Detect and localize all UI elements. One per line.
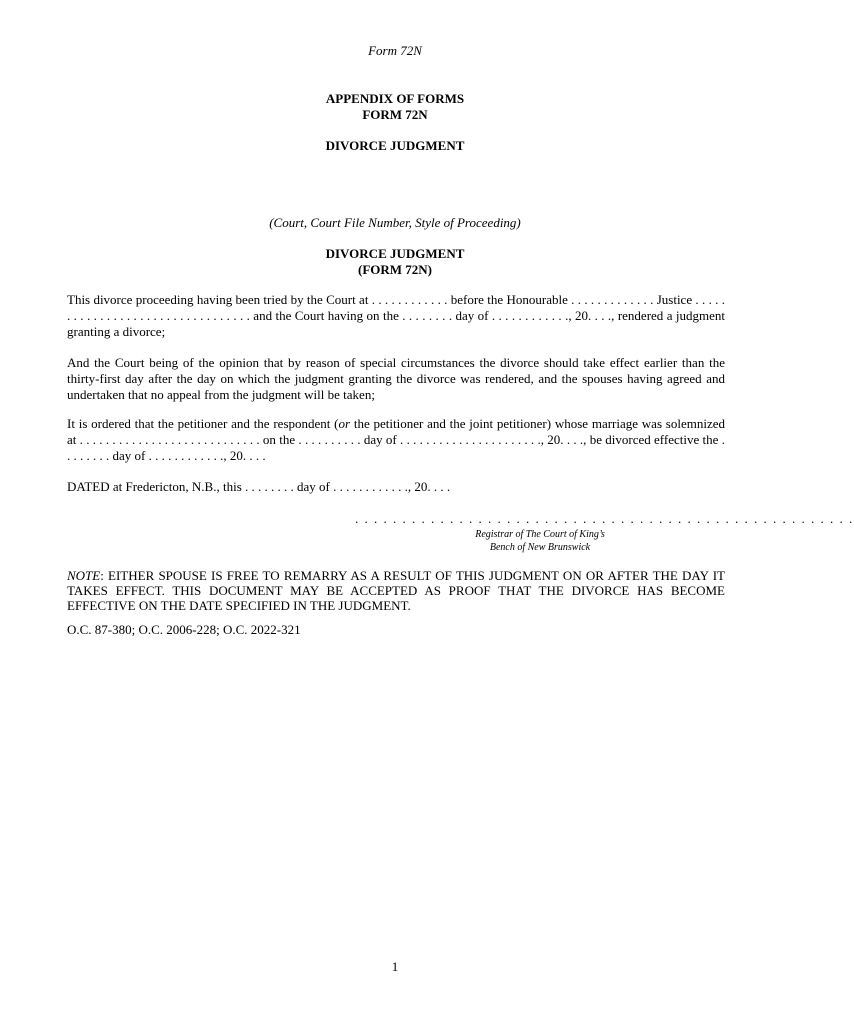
signature-line: . . . . . . . . . . . . . . . . . . . . . . . . . . . . . . . . . . . . . . . . . . . . . . . . . . . . . — [355, 511, 854, 526]
appendix-heading — [0, 91, 790, 123]
registrar-court: Bench of New Brunswick — [489, 542, 591, 553]
paragraph-dated: DATED at Fredericton, N.B., this . . . . . . . . day of . . . . . . . . . . . ., 20. . . . — [67, 479, 451, 494]
note-label: NOTE — [67, 568, 101, 583]
paragraph-proceeding: This divorce proceeding having been tried by the Court at . . . . . . . . . . . . before the Honourable . . . . . . . . . . . . . Justice . . . . . . . . . . . . . . . . . . . . . . . . . . . . . . . . . and the Court having on the . . . . . . . . day of . . . . . . . . . . . ., 20. . . ., rendered a judgment granting a divorce; — [67, 292, 725, 339]
form-subtitle: (FORM 72N) — [357, 262, 432, 277]
form-title: DIVORCE JUDGMENT — [325, 246, 465, 261]
form-heading — [0, 246, 790, 278]
order-text-or: or — [338, 416, 351, 431]
order-text-end: the petitioner and the joint petitioner) whose marriage was solemnized at . . . . . . . . . . . . . . . . . . . . . . . . . . . . on the . . . . . . . . . . day of . . . . . . . . . . . . . . . . . . . . . ., 20. . . ., be divorced effective the . . . . . . . . day of . . . . . . . . . . . ., 20. . . . — [67, 416, 725, 463]
page-title: DIVORCE JUDGMENT — [325, 138, 465, 153]
paragraph-special-circumstances: And the Court being of the opinion that by reason of special circumstances the divorce should take effect earlier than the thirty-first day after the day on which the judgment granting the divorce was rendered, and the spouses having agreed and undertaken that no appeal from the judgment will be taken; — [67, 355, 725, 402]
paragraph-order — [67, 416, 725, 464]
citation: O.C. 87-380; O.C. 2006-228; O.C. 2022-321 — [67, 622, 301, 637]
style-of-proceeding: (Court, Court File Number, Style of Proceeding) — [269, 215, 521, 230]
appendix-title: APPENDIX OF FORMS — [325, 91, 465, 106]
note-text: : EITHER SPOUSE IS FREE TO REMARRY AS A RESULT OF THIS JUDGMENT ON OR AFTER THE DAY IT TAKES EFFECT. THIS DOCUMENT MAY BE ACCEPTED AS PROOF THAT THE DIVORCE HAS BECOME EFFECTIVE ON THE DATE SPECIFIED IN THE JUDGMENT. — [67, 568, 725, 613]
registrar-title: Registrar of The Court of King’s — [475, 529, 605, 540]
page-number: 1 — [391, 959, 399, 974]
signature-caption — [420, 528, 660, 554]
order-text-start: It is ordered that the petitioner and the respondent ( — [67, 416, 339, 431]
note-paragraph — [67, 568, 725, 613]
running-head: Form 72N — [368, 43, 422, 58]
form-number: FORM 72N — [362, 107, 428, 122]
